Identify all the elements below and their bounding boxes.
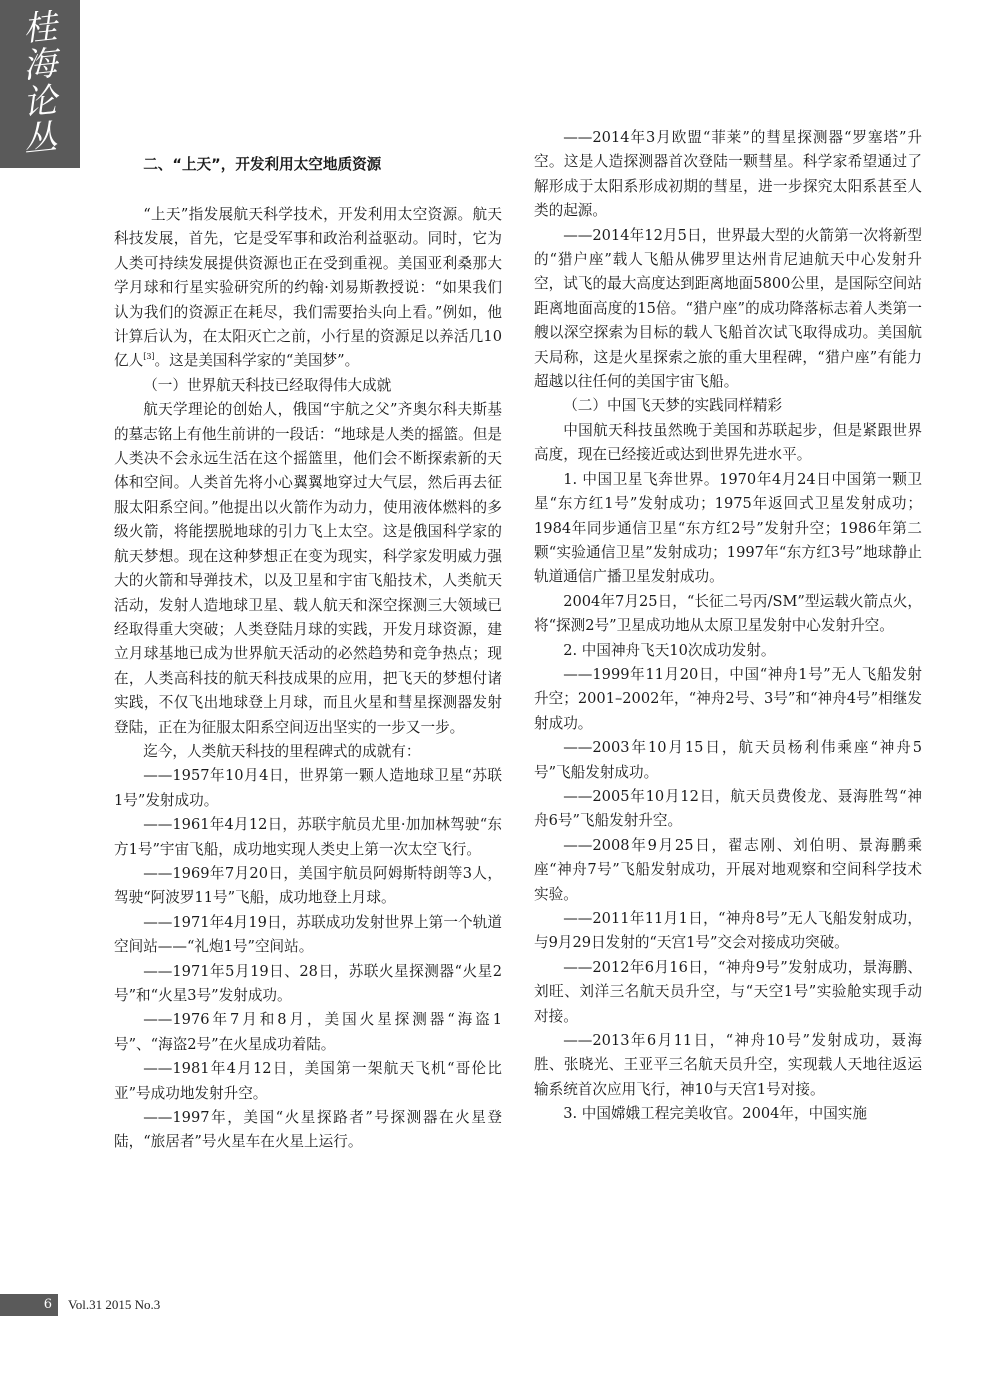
reference-mark[interactable]: [3] (143, 352, 155, 362)
milestone-item: ——2013年6月11日，“神舟10号”发射成功，聂海胜、张晓光、王亚平三名航天员升空，实现载人天地往返运输系统首次应用飞行，神10与天宫1号对接。 (534, 1032, 922, 1098)
milestone-item: ——2014年12月5日，世界最大型的火箭第一次将新型的“猎户座”载人飞船从佛罗里达州肯尼迪航天中心发射升空，试飞的最大高度达到距离地面5800公里，是国际空间站距离地面高度的15倍。“猎户座”的成功降落标志着人类第一艘以深空探索为目标的载人飞船首次试飞取得成功。美国航天局称，这是火星探索之旅的重大里程碑，“猎户座”有能力超越以往任何的美国宇宙飞船。 (534, 226, 922, 391)
paragraph: 迄今，人类航天科技的里程碑式的成就有： (143, 742, 421, 760)
milestone-item: ——2005年10月12日，航天员费俊龙、聂海胜驾“神舟6号”飞船发射升空。 (534, 787, 922, 830)
milestone-item: ——1961年4月12日，苏联宇航员尤里·加加林驾驶“东方1号”宇宙飞船，成功地实现人类史上第一次太空飞行。 (114, 816, 502, 858)
milestone-item: ——1969年7月20日，美国宇航员阿姆斯特朗等3人，驾驶“阿波罗11号”飞船，成功地登上月球。 (114, 864, 502, 907)
page-number: 6 (0, 1294, 58, 1316)
paragraph (114, 203, 502, 374)
right-column (534, 126, 922, 1127)
milestone-item: ——2014年3月欧盟“菲莱”的彗星探测器“罗塞塔”升空。这是人造探测器首次登陆一颗彗星。科学家希望通过了解形成于太阳系形成初期的彗星，进一步探究太阳系甚至人类的起源。 (534, 129, 922, 220)
volume-info: Vol.31 2015 No.3 (68, 1297, 161, 1312)
milestone-item: ——2003年10月15日，航天员杨利伟乘座“神舟5号”飞船发射成功。 (534, 739, 922, 781)
milestone-item: ——1971年4月19日，苏联成功发射世界上第一个轨道空间站——“礼炮1号”空间站。 (114, 913, 502, 956)
milestone-item: ——1976年7月和8月，美国火星探测器“海盗1号”、“海盗2号”在火星成功着陆。 (114, 1011, 502, 1053)
paragraph: 中国航天科技虽然晚于美国和苏联起步，但是紧跟世界高度，现在已经接近或达到世界先进水平。 (534, 421, 922, 464)
milestone-item: ——2011年11月1日，“神舟8号”无人飞船发射成功，与9月29日发射的“天宫1号”交会对接成功突破。 (534, 910, 922, 952)
corner-char-3: 论 (20, 80, 59, 124)
paragraph: 2004年7月25日，“长征二号丙/SM”型运载火箭点火，将“探测2号”卫星成功地从太原卫星发射中心发射升空。 (534, 592, 922, 635)
subsection-heading: （二）中国飞天梦的实践同样精彩 (563, 397, 783, 415)
milestone-item: ——1997年，美国“火星探路者”号探测器在火星登陆，“旅居者”号火星车在火星上运行。 (114, 1109, 502, 1151)
section-heading: 二、“上天”，开发利用太空地质资源 (143, 156, 382, 173)
page-footer (0, 1294, 1006, 1316)
journal-corner-logo (0, 0, 80, 168)
paragraph: 2. 中国神舟飞天10次成功发射。 (563, 641, 776, 659)
corner-char-1: 桂 (20, 6, 59, 50)
milestone-item: ——1957年10月4日，世界第一颗人造地球卫星“苏联1号”发射成功。 (114, 767, 502, 809)
milestone-item: ——1999年11月20日，中国“神舟1号”无人飞船发射升空；2001–2002年，“神舟2号、3号”和“神舟4号”相继发射成功。 (534, 665, 922, 732)
paragraph: 1. 中国卫星飞奔世界。1970年4月24日中国第一颗卫星“东方红1号”发射成功；1975年返回式卫星发射成功；1984年同步通信卫星“东方红2号”发射升空；1986年第二颗“实验通信卫星”发射成功；1997年“东方红3号”地球静止轨道通信广播卫星发射成功。 (534, 470, 922, 586)
milestone-item: ——1981年4月12日，美国第一架航天飞机“哥伦比亚”号成功地发射升空。 (114, 1060, 502, 1102)
milestone-item: ——2012年6月16日，“神舟9号”发射成功，景海鹏、刘旺、刘洋三名航天员升空，与“天空1号”实验舱实现手动对接。 (534, 958, 922, 1025)
corner-char-2: 海 (20, 43, 59, 87)
paragraph: 航天学理论的创始人，俄国“宇航之父”齐奥尔科夫斯基的墓志铭上有他生前讲的一段话：“地球是人类的摇篮。但是人类决不会永远生活在这个摇篮里，他们会不断探索新的天体和空间。人类首先将小心翼翼地穿过大气层，然后再去征服太阳系空间。”他提出以火箭作为动力，使用液体燃料的多级火箭，将能摆脱地球的引力飞上太空。这是俄国科学家的航天梦想。现在这种梦想正在变为现实，科学家发明威力强大的火箭和导弹技术，以及卫星和宇宙飞船技术，人类航天活动，发射人造地球卫星、载人航天和深空探测三大领域已经取得重大突破；人类登陆月球的实践，开发月球资源，建立月球基地已成为世界航天活动的必然趋势和竞争热点；现在，人类高科技的航天科技成果的应用，把飞天的梦想付诸实践，不仅飞出地球登上月球，而且火星和彗星探测器发射登陆，正在为征服太阳系空间迈出坚实的一步又一步。 (114, 401, 502, 736)
paragraph: 3. 中国嫦娥工程完美收官。2004年，中国实施 (563, 1105, 867, 1123)
paragraph-text-tail: 。这是美国科学家的“美国梦”。 (154, 352, 360, 370)
paragraph-text: “上天”指发展航天科学技术，开发利用太空资源。航天科技发展，首先，它是受军事和政治利益驱动。同时，它为人类可持续发展提供资源也正在受到重视。美国亚利桑那大学月球和行星实验研究所的约翰·刘易斯教授说：“如果我们认为我们的资源正在耗尽，我们需要抬头向上看。”例如，他计算后认为，在太阳灭亡之前，小行星的资源足以养活几10亿人 (114, 206, 502, 370)
subsection-heading: （一）世界航天科技已经取得伟大成就 (143, 376, 392, 394)
left-column (114, 153, 502, 1155)
milestone-item: ——1971年5月19日、28日，苏联火星探测器“火星2号”和“火星3号”发射成功。 (114, 962, 502, 1004)
corner-char-4: 丛 (20, 117, 59, 161)
milestone-item: ——2008年9月25日，翟志刚、刘伯明、景海鹏乘座“神舟7号”飞船发射成功，开展对地观察和空间科学技术实验。 (534, 836, 922, 903)
